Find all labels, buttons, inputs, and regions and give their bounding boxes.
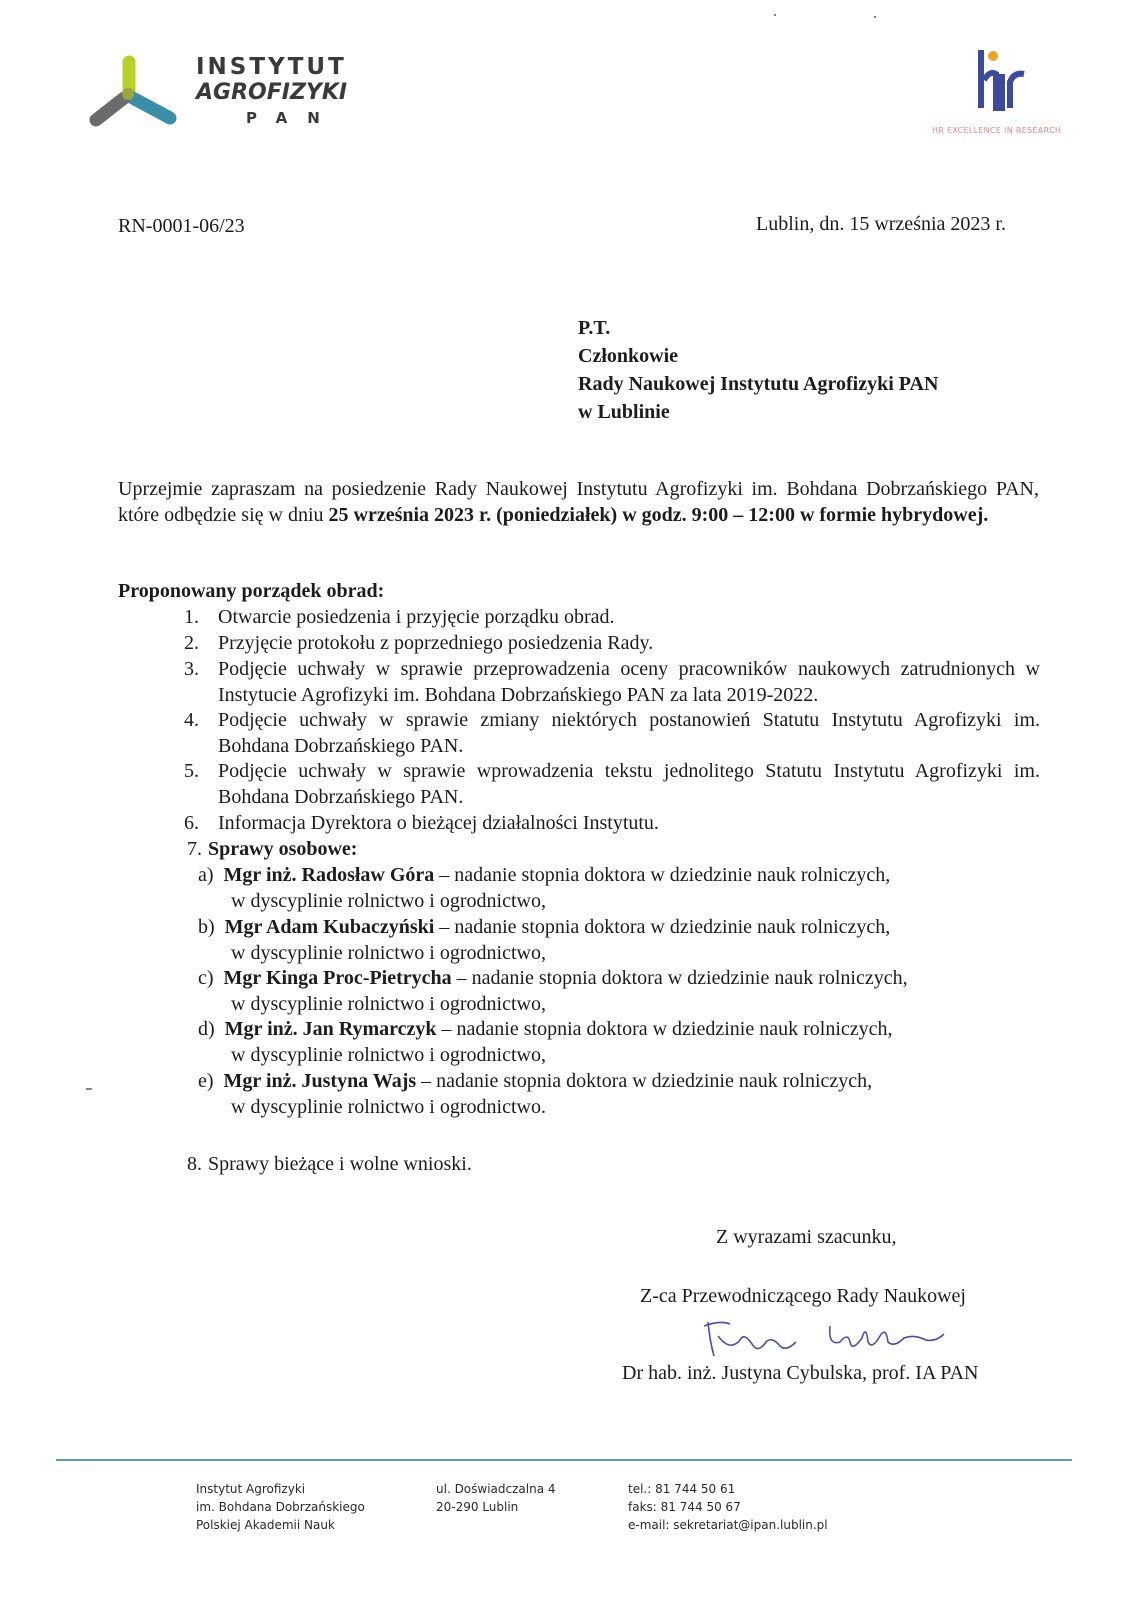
footer-phone: tel.: 81 744 50 61 (628, 1482, 736, 1496)
personnel-desc: – nadanie stopnia doktora w dziedzinie nauk rolniczych, (436, 1018, 893, 1040)
addressee-line: Członkowie (578, 345, 678, 367)
personnel-letter: e) (198, 1070, 214, 1092)
footer-line: ul. Doświadczalna 4 (436, 1482, 556, 1496)
footer-line: im. Bohdana Dobrzańskiego (196, 1500, 365, 1514)
footer-institution (196, 1480, 365, 1534)
personnel-item (198, 965, 908, 991)
personnel-letter: a) (198, 864, 214, 886)
personnel-letter: d) (198, 1018, 215, 1040)
invitation-paragraph (118, 476, 1039, 528)
agenda-item (0, 604, 1132, 630)
agenda-item (0, 656, 1132, 708)
footer-line: 20-290 Lublin (436, 1500, 519, 1514)
personnel-item-line2: w dyscyplinie rolnictwo i ogrodnictwo, (231, 942, 546, 964)
institute-logo (88, 48, 398, 138)
personnel-name: Mgr inż. Justyna Wajs (223, 1070, 417, 1092)
agenda-item-number: 3. (184, 658, 199, 680)
meeting-date-time: 25 września 2023 r. (poniedziałek) w godz. 9:00 – 12:00 w formie hybrydowej. (328, 504, 989, 526)
agenda-item-text: Podjęcie uchwały w sprawie wprowadzenia tekstu jednolitego Statutu Instytutu Agrofizyki im. Bohdana Dobrzańskiego PAN. (218, 760, 1040, 808)
personnel-item-line2: w dyscyplinie rolnictwo i ogrodnictwo, (231, 993, 546, 1015)
agenda-item-number: 1. (184, 606, 199, 628)
personnel-letter: b) (198, 916, 215, 938)
agenda-item-number: 2. (184, 632, 199, 654)
personnel-name: Mgr inż. Jan Rymarczyk (224, 1018, 437, 1040)
personnel-item-line2: w dyscyplinie rolnictwo i ogrodnictwo, (231, 890, 546, 912)
agenda-item-text: Przyjęcie protokołu z poprzedniego posiedzenia Rady. (218, 632, 654, 654)
agenda-item-text: Informacja Dyrektora o bieżącej działalności Instytutu. (218, 812, 659, 834)
agenda-item-number: 7. (187, 838, 202, 860)
addressee-line: Rady Naukowej Instytutu Agrofizyki PAN (578, 373, 939, 395)
agenda-item-text: Sprawy bieżące i wolne wnioski. (208, 1153, 472, 1175)
agenda-item (0, 836, 1132, 862)
personnel-item-line2: w dyscyplinie rolnictwo i ogrodnictwo, (231, 1044, 546, 1066)
addressee-line: w Lublinie (578, 401, 670, 423)
hr-logo-mark-icon (974, 44, 1034, 114)
agenda-item-text: Podjęcie uchwały w sprawie przeprowadzenia oceny pracowników naukowych zatrudnionych w Instytucie Agrofizyki im. Bohdana Dobrzańskiego PAN za lata 2019-2022. (218, 658, 1040, 706)
personnel-item (198, 1016, 893, 1042)
scan-speck (774, 14, 776, 16)
personnel-name: Mgr Kinga Proc-Pietrycha (223, 967, 452, 989)
personnel-item-line2: w dyscyplinie rolnictwo i ogrodnictwo. (231, 1096, 546, 1118)
hr-logo-tagline: HR EXCELLENCE IN RESEARCH (932, 126, 1062, 135)
footer-email: e-mail: sekretariat@ipan.lublin.pl (628, 1518, 828, 1532)
agenda-item-number: 4. (184, 709, 199, 731)
agenda-item (0, 630, 1132, 656)
personnel-name: Mgr Adam Kubaczyński (224, 916, 435, 938)
addressee-block (578, 314, 938, 426)
footer-contact (628, 1480, 828, 1534)
institute-logo-line1: INSTYTUT (196, 54, 347, 80)
footer-address (436, 1480, 556, 1516)
hr-excellence-logo (930, 44, 1080, 140)
personnel-item (198, 862, 890, 888)
invitation-text: Uprzejmie zapraszam na posiedzenie Rady Naukowej Instytutu Agrofizyki im. Bohdana Dobrzańskiego PAN, które odbędzie się w dniu (118, 478, 1039, 526)
personnel-desc: – nadanie stopnia doktora w dziedzinie nauk rolniczych, (434, 864, 891, 886)
personnel-name: Mgr inż. Radosław Góra (223, 864, 435, 886)
footer-divider (56, 1459, 1072, 1461)
footer-line: Polskiej Akademii Nauk (196, 1518, 335, 1532)
agenda-item-text: Otwarcie posiedzenia i przyjęcie porządku obrad. (218, 606, 615, 628)
agenda-title: Proponowany porządek obrad: (118, 580, 385, 602)
institute-logo-line3: PAN (246, 109, 340, 127)
agenda-item (0, 1151, 1132, 1177)
personnel-desc: – nadanie stopnia doktora w dziedzinie nauk rolniczych, (434, 916, 891, 938)
agenda-item-number: 6. (184, 812, 199, 834)
addressee-line: P.T. (578, 317, 611, 339)
personnel-desc: – nadanie stopnia doktora w dziedzinie nauk rolniczych, (416, 1070, 873, 1092)
reference-number: RN-0001-06/23 (118, 215, 245, 237)
agenda-item-text: Sprawy osobowe: (208, 838, 358, 860)
personnel-item (198, 914, 890, 940)
signer-name: Dr hab. inż. Justyna Cybulska, prof. IA PAN (622, 1362, 979, 1384)
place-date: Lublin, dn. 15 września 2023 r. (756, 213, 1006, 235)
institute-logo-line2: AGROFIZYKI (196, 80, 348, 105)
agenda-item-text: Podjęcie uchwały w sprawie zmiany niektórych postanowień Statutu Instytutu Agrofizyki im. Bohdana Dobrzańskiego PAN. (218, 709, 1040, 757)
scan-speck (874, 16, 876, 18)
personnel-item (198, 1068, 872, 1094)
personnel-desc: – nadanie stopnia doktora w dziedzinie nauk rolniczych, (451, 967, 908, 989)
scan-speck (86, 1088, 92, 1090)
agenda-item (0, 758, 1132, 810)
agenda-item-number: 5. (184, 760, 199, 782)
agenda-item (0, 810, 1132, 836)
signer-role: Z-ca Przewodniczącego Rady Naukowej (640, 1285, 966, 1307)
agenda-item (0, 707, 1132, 759)
closing-regards: Z wyrazami szacunku, (716, 1226, 897, 1248)
agenda-item-number: 8. (187, 1153, 202, 1175)
personnel-letter: c) (198, 967, 214, 989)
institute-logo-mark-icon (88, 48, 188, 138)
footer-fax: faks: 81 744 50 67 (628, 1500, 741, 1514)
footer-line: Instytut Agrofizyki (196, 1482, 306, 1496)
